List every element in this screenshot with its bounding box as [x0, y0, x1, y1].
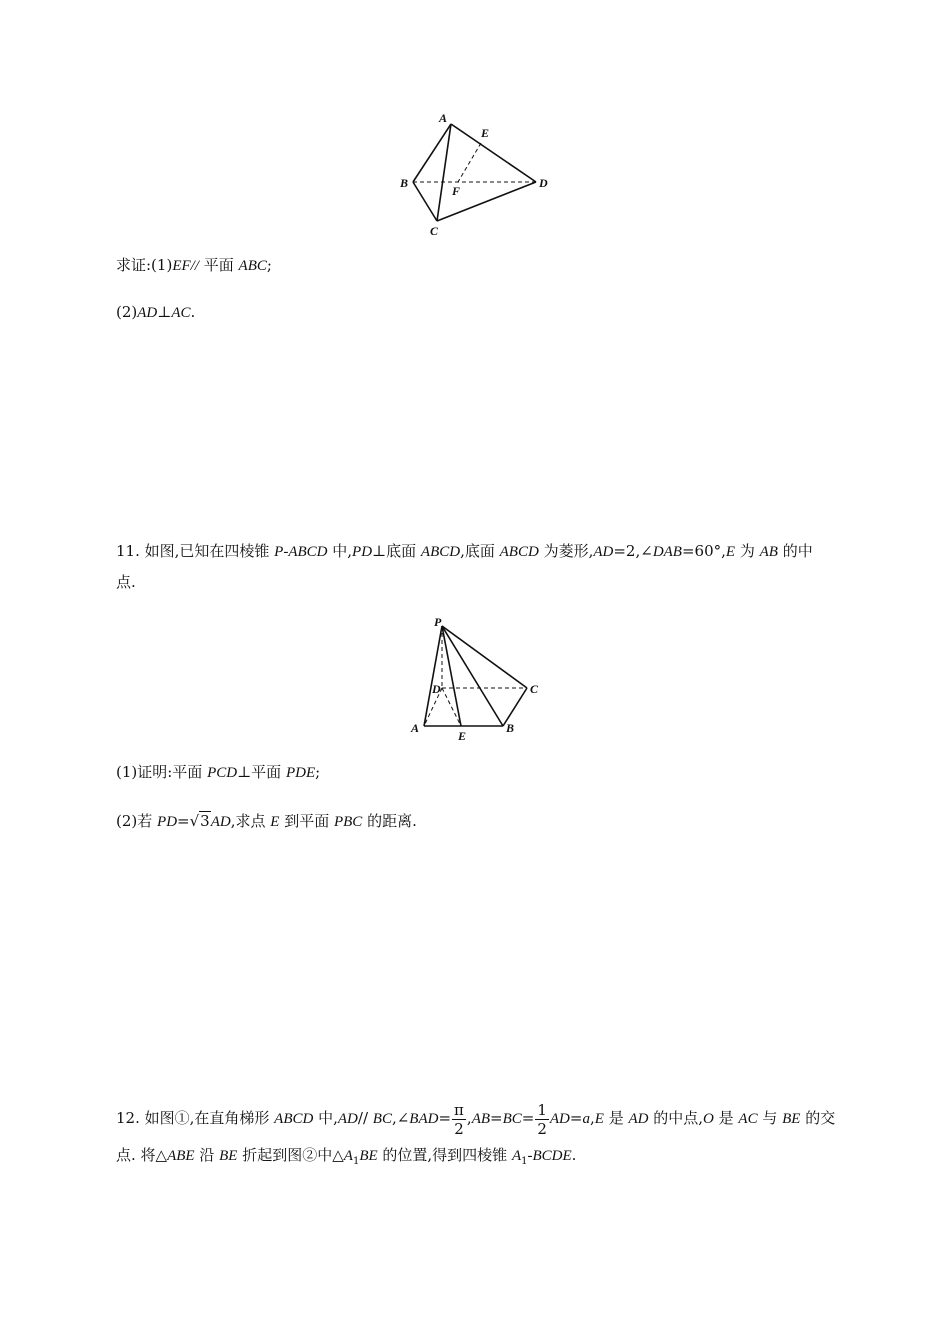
edge-BC — [413, 182, 437, 221]
label-E: E — [481, 126, 490, 140]
edge-PC — [442, 626, 527, 688]
label-C: C — [430, 224, 439, 238]
edge-AC — [437, 124, 451, 221]
segment-EF-hidden — [458, 143, 481, 182]
problem-12-line-2: 点. 将△ABE 沿 BE 折起到图②中$\triangle A_1BE$ 的位置,得到四棱锥 $A_1$-BCDE. — [116, 1146, 577, 1167]
label-B: B — [400, 176, 409, 190]
figure-tetrahedron — [395, 108, 560, 243]
label-P: P — [434, 615, 442, 629]
figure-pyramid — [405, 612, 555, 747]
label-F: F — [452, 184, 461, 198]
label-A: A — [439, 111, 448, 125]
problem-12-line-1: 12. 如图①,在直角梯形 ABCD 中,AD// BC,∠BAD= $\frac{\pi}{2}$ ,AB=BC= $\frac{1}{2}$ AD=a,E 是 AD 的中点,O 是 AC 与 BE 的交 — [116, 1100, 836, 1138]
label-C: C — [530, 682, 539, 696]
sqrt-3: √3 — [189, 812, 210, 830]
problem-11-line-2: 点. — [116, 573, 136, 591]
edge-PA — [424, 626, 442, 726]
proof-item-1: 求证:(1)EF// 平面 ABC; — [116, 256, 272, 274]
problem-11-question-1: (1)证明:平面 PCD⊥平面 PDE; — [116, 763, 321, 781]
label-B: B — [506, 721, 515, 735]
fraction-one-half: $\frac{1}{2}$ — [537, 1100, 547, 1138]
problem-11-question-2: (2)若 PD=√3AD,求点 E 到平面 PBC 的距离. — [116, 812, 417, 830]
problem-11-line-1: 11. 如图,已知在四棱锥 P-ABCD 中,PD⊥底面 ABCD,底面 ABCD 为菱形,AD=2,∠DAB=60°,E 为 AB 的中 — [116, 542, 813, 560]
proof-item-2: (2)AD⊥AC. — [116, 303, 196, 321]
label-D: D — [432, 682, 441, 696]
label-A: A — [411, 721, 420, 735]
fraction-pi-over-2: $\frac{\pi}{2}$ — [454, 1100, 464, 1138]
edge-AD — [451, 124, 536, 182]
label-D: D — [539, 176, 548, 190]
label-E: E — [458, 729, 467, 743]
edge-AB — [413, 124, 451, 182]
